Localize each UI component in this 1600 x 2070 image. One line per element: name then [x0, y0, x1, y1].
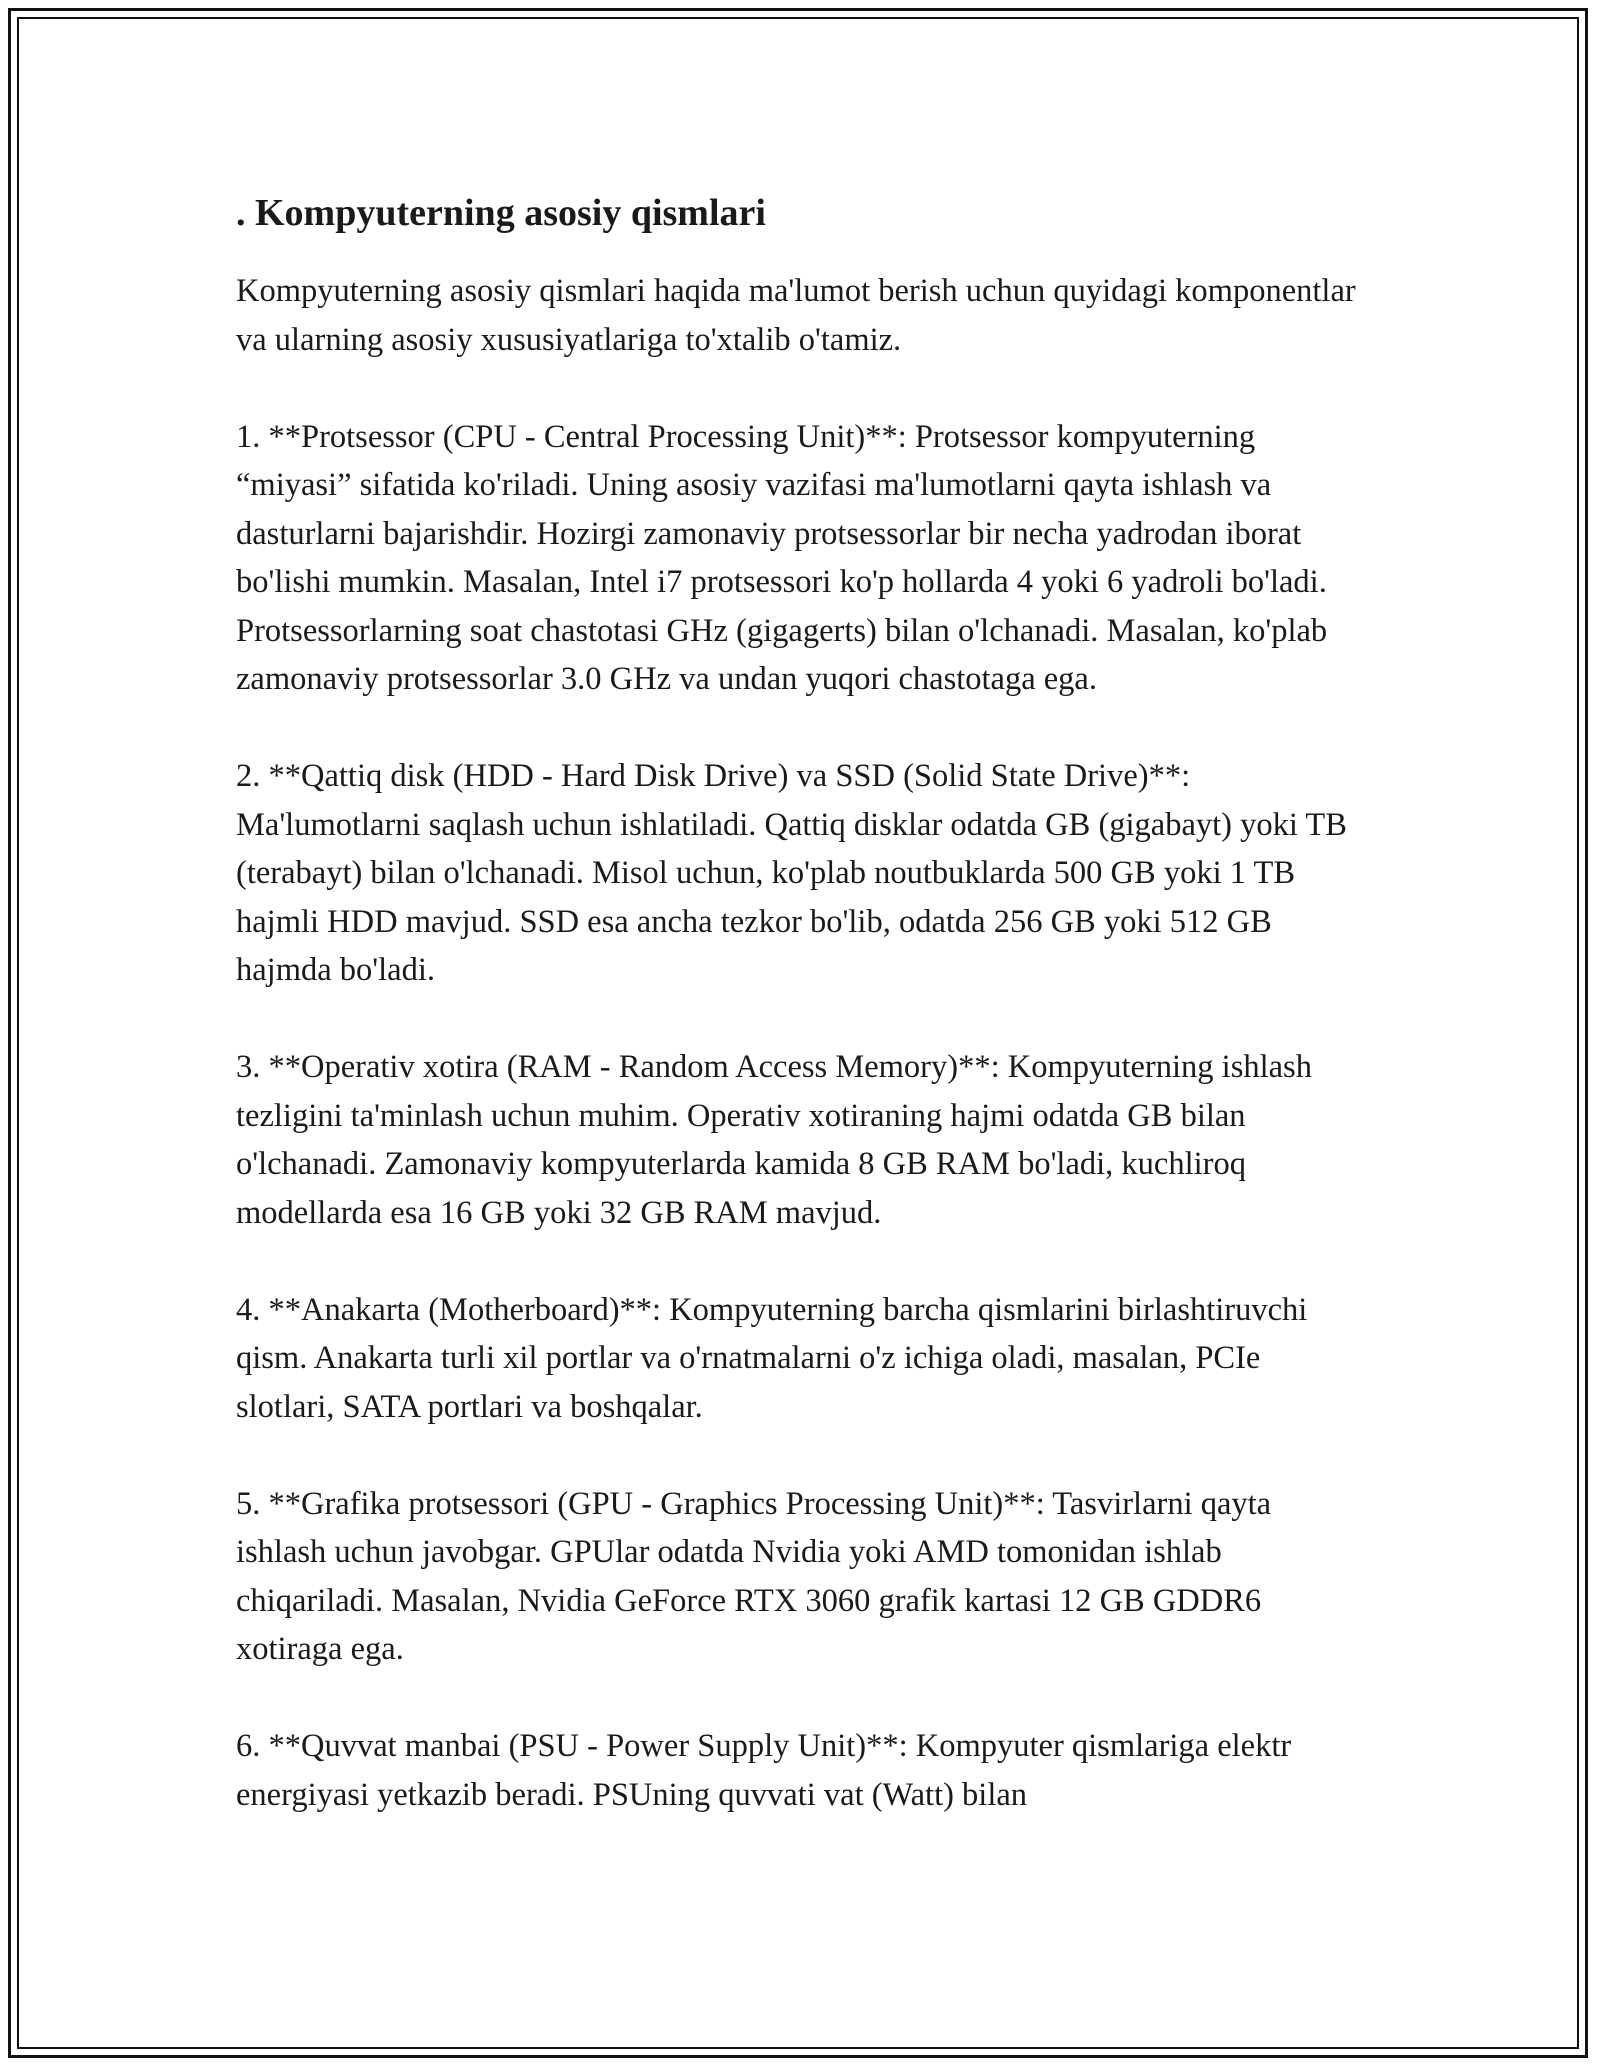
paragraph-cpu: 1. **Protsessor (CPU - Central Processing Unit)**: Protsessor kompyuterning “miyasi” sifatida ko'riladi. Uning asosiy vazifasi ma'lumotlarni qayta ishlash va dasturlarni bajarishdir. Hozirgi zamonaviy protsessorlar bir necha yadrodan iborat bo'lishi mumkin. Masalan, Intel i7 protsessori ko'p hollarda 4 yoki 6 yadroli bo'ladi. Protsessorlarning soat chastotasi GHz (gigagerts) bilan o'lchanadi. Masalan, ko'plab zamonaviy protsessorlar 3.0 GHz va undan yuqori chastotaga ega. — [236, 418, 1328, 697]
paragraph-psu: 6. **Quvvat manbai (PSU - Power Supply Unit)**: Kompyuter qismlariga elektr energiyasi yetkazib beradi. PSUning quvvati vat (Watt) bilan — [236, 1728, 1292, 1813]
paragraph-motherboard: 4. **Anakarta (Motherboard)**: Kompyuterning barcha qismlarini birlashtiruvchi qism. Anakarta turli xil portlar va o'rnatmalarni o'z ichiga oladi, masalan, PCIe slotlari, SATA portlari va boshqalar. — [236, 1291, 1308, 1425]
document-title: . Kompyuterning asosiy qismlari — [236, 192, 766, 234]
intro-paragraph: Kompyuterning asosiy qismlari haqida ma'lumot berish uchun quyidagi komponentlar va ularning asosiy xususiyatlariga to'xtalib o'tamiz. — [236, 273, 1356, 358]
paragraph-gpu: 5. **Grafika protsessori (GPU - Graphics Processing Unit)**: Tasvirlarni qayta ishlash uchun javobgar. GPUlar odatda Nvidia yoki AMD tomonidan ishlab chiqariladi. Masalan, Nvidia GeForce RTX 3060 grafik kartasi 12 GB GDDR6 xotiraga ega. — [236, 1485, 1272, 1667]
paragraph-storage: 2. **Qattiq disk (HDD - Hard Disk Drive) va SSD (Solid State Drive)**: Ma'lumotlarni saqlash uchun ishlatiladi. Qattiq disklar odatda GB (gigabayt) yoki TB (terabayt) bilan o'lchanadi. Misol uchun, ko'plab noutbuklarda 500 GB yoki 1 TB hajmli HDD mavjud. SSD esa ancha tezkor bo'lib, odatda 256 GB yoki 512 GB hajmda bo'ladi. — [236, 758, 1347, 988]
document-body — [236, 185, 1366, 1868]
paragraph-ram: 3. **Operativ xotira (RAM - Random Access Memory)**: Kompyuterning ishlash tezligini ta'minlash uchun muhim. Operativ xotiraning hajmi odatda GB bilan o'lchanadi. Zamonaviy kompyuterlarda kamida 8 GB RAM bo'ladi, kuchliroq modellarda esa 16 GB yoki 32 GB RAM mavjud. — [236, 1049, 1312, 1231]
